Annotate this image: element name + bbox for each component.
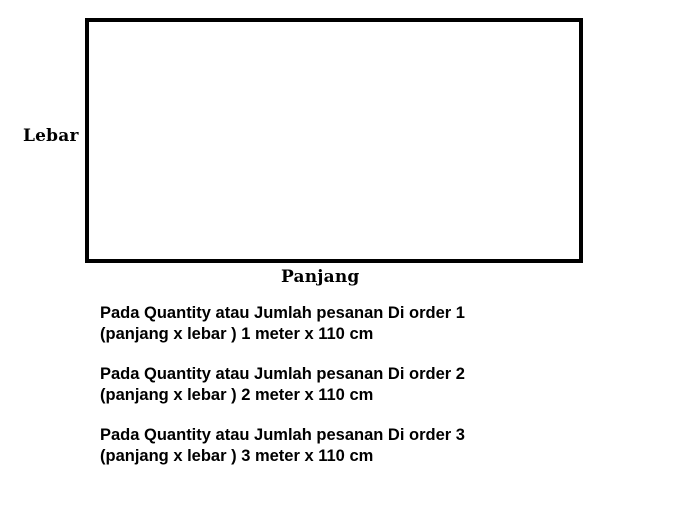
length-label: Panjang <box>281 267 360 287</box>
order-note-2 <box>100 364 465 406</box>
fabric-rectangle <box>85 18 583 263</box>
width-label: Lebar <box>23 126 79 146</box>
order-note-1-line1: Pada Quantity atau Jumlah pesanan Di order 1 <box>100 304 465 322</box>
order-note-3-line2: (panjang x lebar ) 3 meter x 110 cm <box>100 447 374 465</box>
order-note-3-line1: Pada Quantity atau Jumlah pesanan Di order 3 <box>100 426 465 444</box>
order-note-1-line2: (panjang x lebar ) 1 meter x 110 cm <box>100 325 374 343</box>
order-note-1 <box>100 303 465 345</box>
order-note-2-line1: Pada Quantity atau Jumlah pesanan Di order 2 <box>100 365 465 383</box>
order-note-3 <box>100 425 465 467</box>
order-note-2-line2: (panjang x lebar ) 2 meter x 110 cm <box>100 386 374 404</box>
